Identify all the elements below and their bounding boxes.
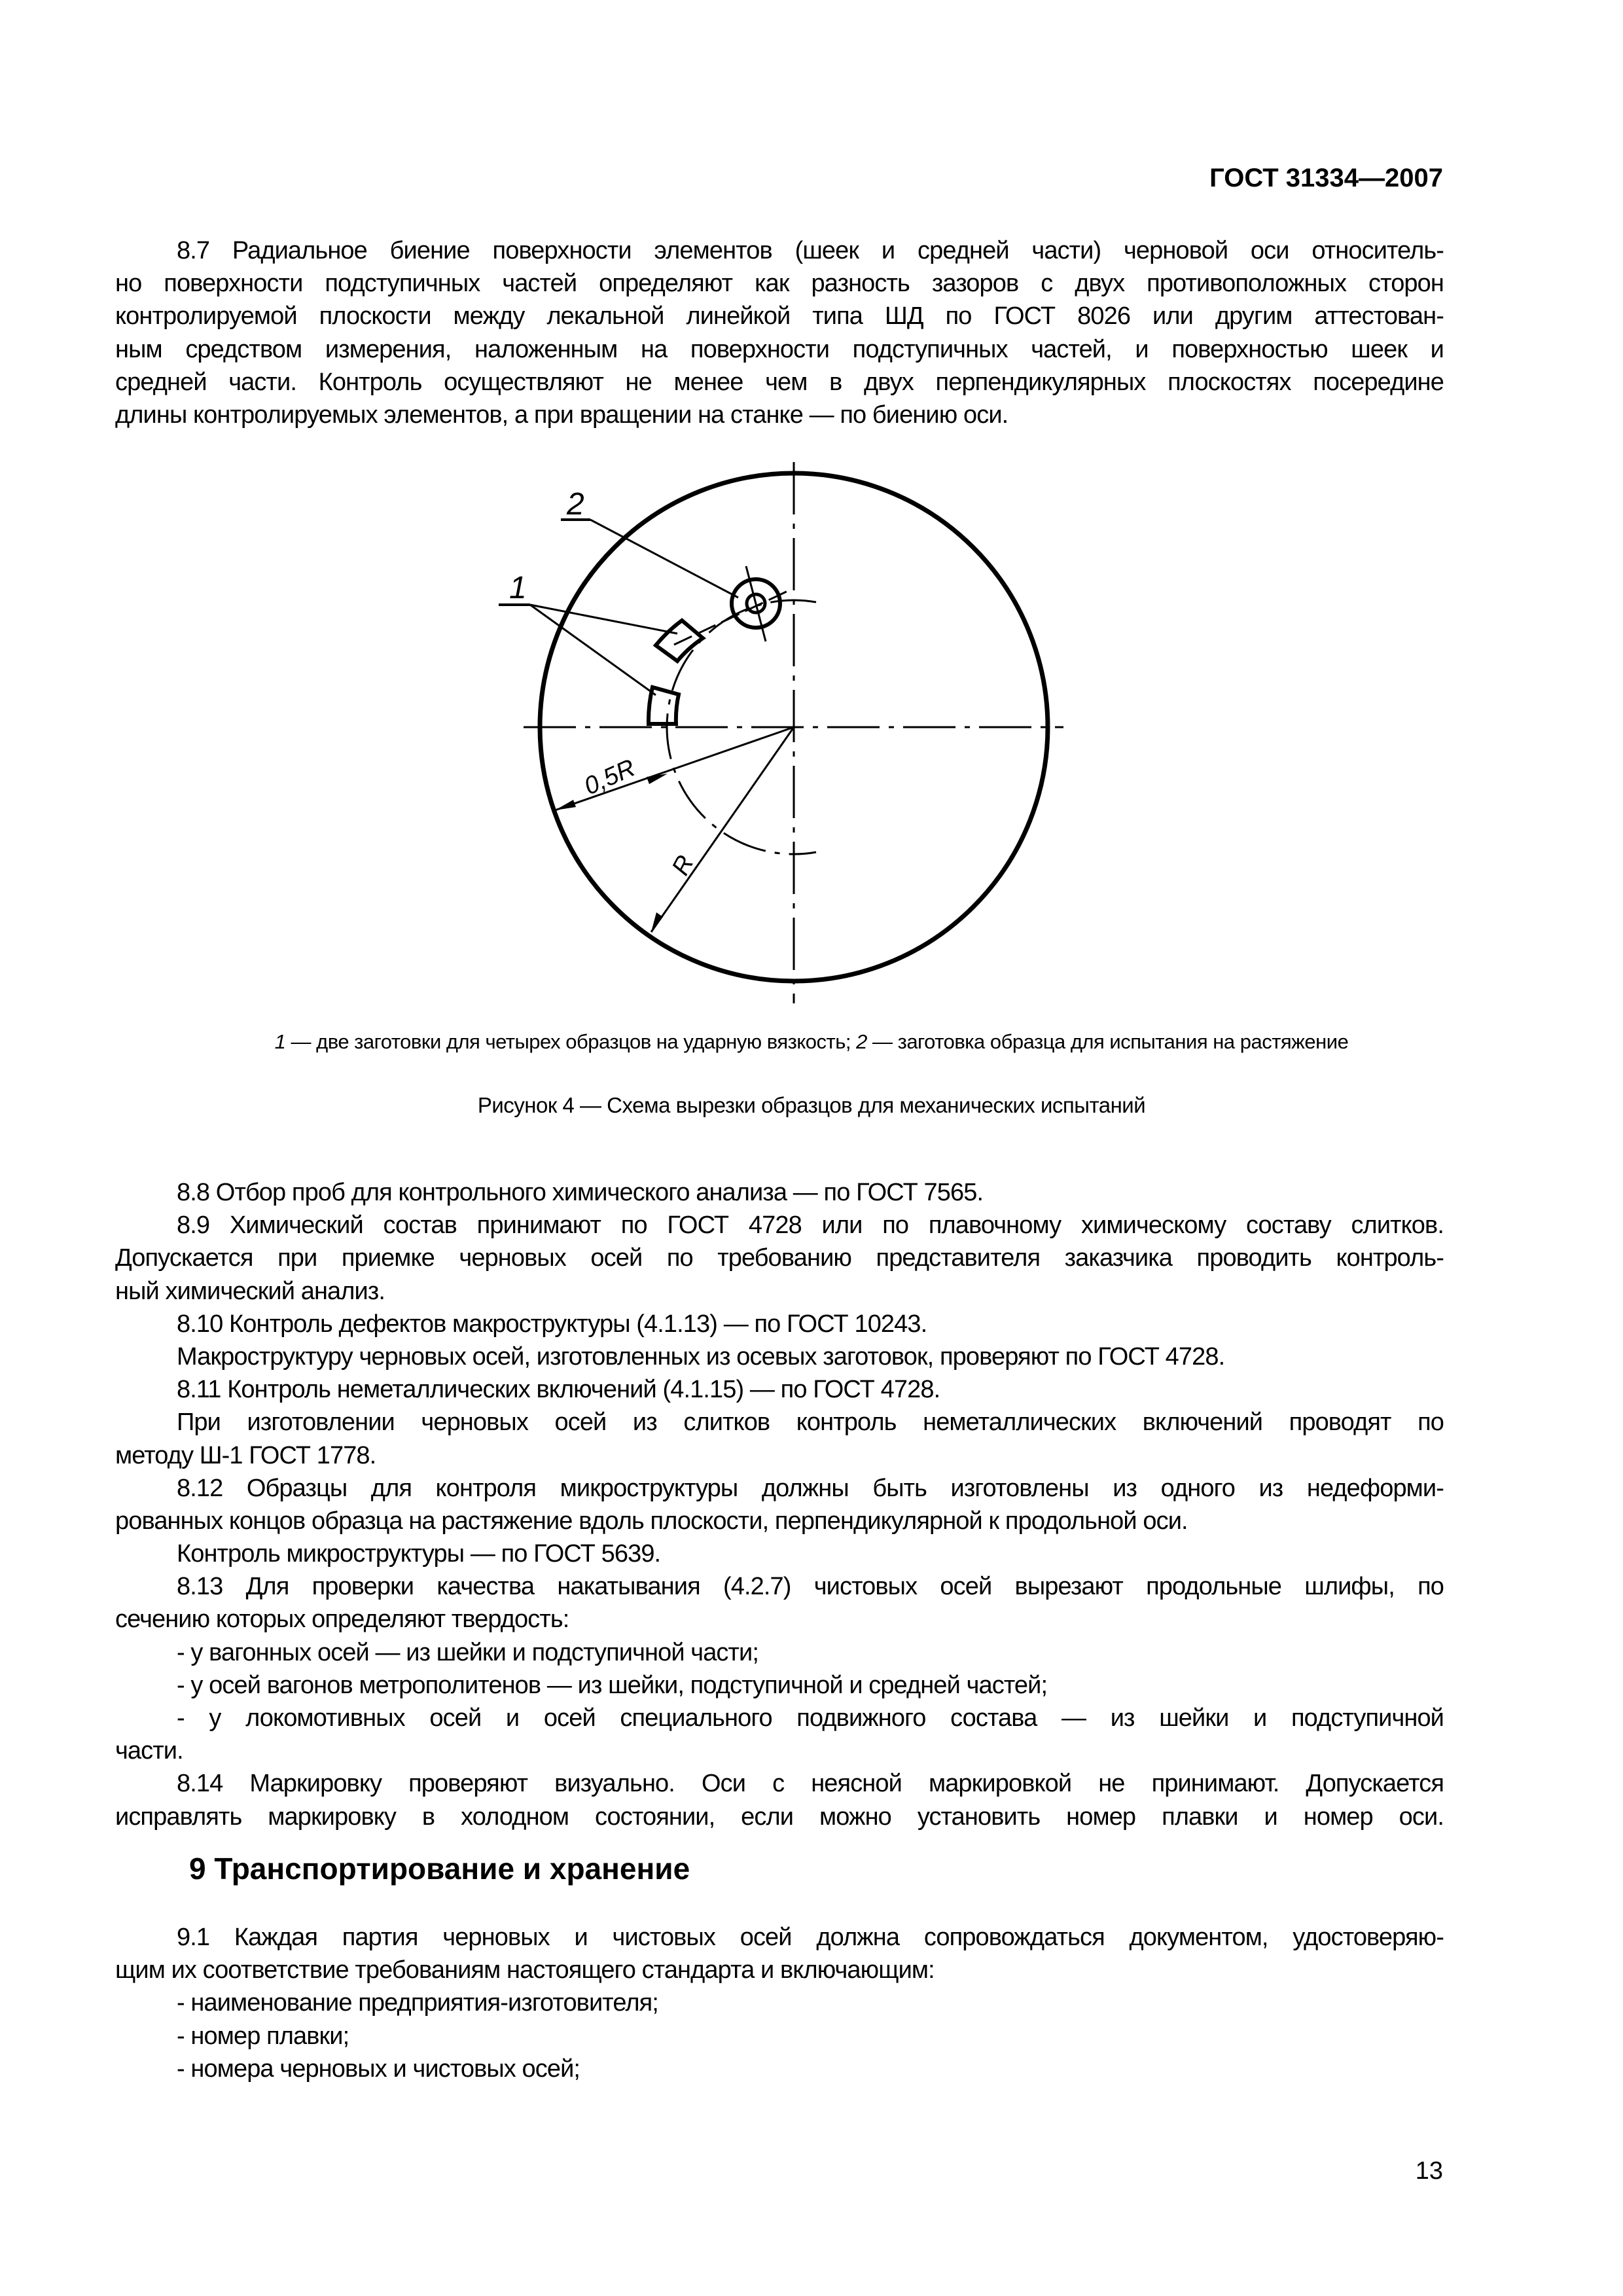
- text-line: 8.8 Отбор проб для контрольного химического анализа — по ГОСТ 7565.: [177, 1179, 984, 1206]
- figure-legend: [0, 1030, 1623, 1054]
- section-9-paragraphs: [115, 1921, 1444, 2085]
- text-line: Контроль микроструктуры — по ГОСТ 5639.: [177, 1540, 661, 1568]
- text-line: 8.7 Радиальное биение поверхности элементов (шеек и средней части) черновой оси относитель-: [177, 237, 1444, 264]
- text-line: - номера черновых и чистовых осей;: [177, 2054, 580, 2083]
- arrow-head: [651, 912, 663, 932]
- text-line: 8.13 Для проверки качества накатывания (4.2.7) чистовых осей вырезают продольные шлифы, по: [177, 1573, 1444, 1601]
- dim-label-r: R: [666, 851, 700, 880]
- text-line: Макроструктуру черновых осей, изготовленных из осевых заготовок, проверяют по ГОСТ 4728.: [177, 1342, 1225, 1371]
- dim-r-line: [651, 727, 794, 932]
- label-2: 2: [567, 487, 584, 522]
- text-line: части.: [115, 1737, 183, 1765]
- section-8-paragraphs: [115, 1176, 1444, 1833]
- text-line: - номер плавки;: [177, 2022, 349, 2050]
- text-line: ный химический анализ.: [115, 1277, 385, 1305]
- text-line: контролируемой плоскости между лекальной линейкой типа ШД по ГОСТ 8026 или другим аттестован-: [115, 302, 1444, 331]
- legend-num-1: 1: [274, 1030, 286, 1053]
- text-line: сечению которых определяют твердость:: [115, 1605, 569, 1634]
- text-line: 8.10 Контроль дефектов макроструктуры (4.1.13) — по ГОСТ 10243.: [177, 1310, 927, 1338]
- text-line: - у осей вагонов метрополитенов — из шейки, подступичной и средней частей;: [177, 1671, 1048, 1699]
- text-line: - у локомотивных осей и осей специального подвижного состава — из шейки и подступичной: [177, 1704, 1444, 1732]
- text-line: 8.14 Маркировку проверяют визуально. Оси с неясной маркировкой не принимают. Допускается: [177, 1770, 1444, 1798]
- document-header: ГОСТ 31334—2007: [1209, 164, 1443, 192]
- legend-text-1: — две заготовки для четырех образцов на ударную вязкость;: [285, 1030, 857, 1053]
- text-line: 9.1 Каждая партия черновых и чистовых осей должна сопровождаться документом, удостоверяю-: [177, 1924, 1444, 1951]
- text-line: исправлять маркировку в холодном состоянии, если можно установить номер плавки и номер оси.: [115, 1803, 1444, 1831]
- legend-text-2: — заготовка образца для испытания на растяжение: [866, 1030, 1349, 1053]
- legend-num-2: 2: [856, 1030, 867, 1053]
- text-line: 8.9 Химический состав принимают по ГОСТ 4728 или по плавочному химическому составу слитков.: [177, 1211, 1444, 1240]
- section-9-heading: 9 Транспортирование и хранение: [189, 1852, 690, 1886]
- blank-1-upper: [656, 620, 703, 661]
- figure-title: Рисунок 4 — Схема вырезки образцов для механических испытаний: [477, 1093, 1146, 1117]
- text-line: щим их соответствие требованиям настоящего стандарта и включающим:: [115, 1956, 935, 1984]
- text-line: 8.12 Образцы для контроля микроструктуры должны быть изготовлены из одного из недеформи-: [177, 1474, 1444, 1502]
- dim-label-half-r: 0,5R: [580, 754, 640, 801]
- text-line: - у вагонных осей — из шейки и подступичной части;: [177, 1638, 759, 1666]
- text-line: рованных концов образца на растяжение вдоль плоскости, перпендикулярной к продольной оси.: [115, 1507, 1188, 1535]
- text-line: При изготовлении черновых осей из слитков контроль неметаллических включений проводят по: [177, 1408, 1444, 1437]
- label-1: 1: [509, 571, 527, 605]
- text-line: ным средством измерения, наложенным на поверхности подступичных частей, и поверхностью шеек и: [115, 335, 1444, 363]
- text-line: но поверхности подступичных частей определяют как разность зазоров с двух противоположных сторон: [115, 270, 1444, 298]
- text-line: длины контролируемых элементов, а при вращении на станке — по биению оси.: [115, 401, 1008, 429]
- text-line: - наименование предприятия-изготовителя;: [177, 1989, 658, 2017]
- text-line: средней части. Контроль осуществляют не менее чем в двух перпендикулярных плоскостях посередине: [115, 368, 1444, 396]
- text-line: методу Ш-1 ГОСТ 1778.: [115, 1441, 376, 1469]
- arrow-head: [555, 800, 576, 810]
- page-number: 13: [1415, 2157, 1443, 2185]
- figure-4-diagram: [0, 0, 1623, 1047]
- text-line: 8.11 Контроль неметаллических включений (4.1.15) — по ГОСТ 4728.: [177, 1376, 940, 1404]
- text-line: Допускается при приемке черновых осей по требованию представителя заказчика проводить контроль-: [115, 1244, 1444, 1272]
